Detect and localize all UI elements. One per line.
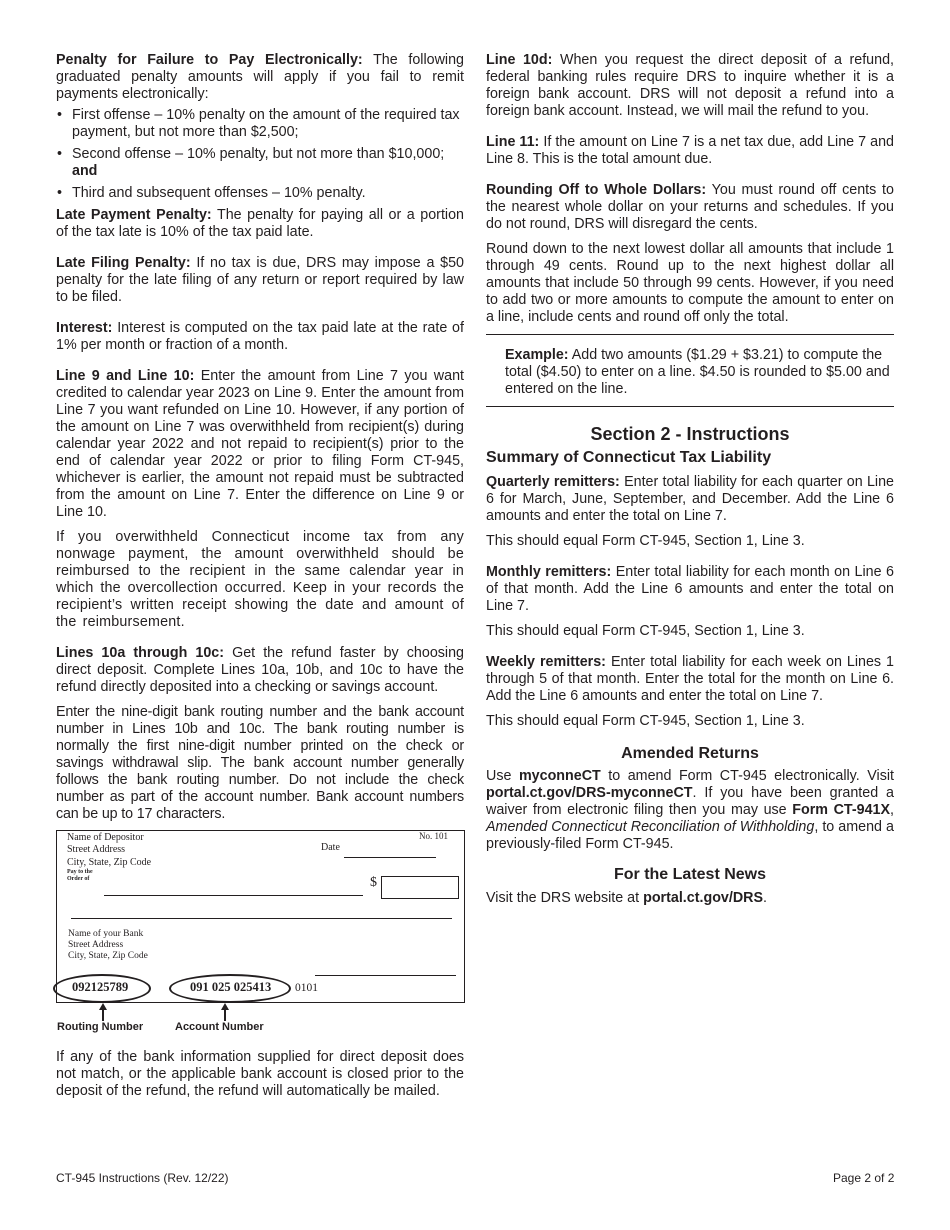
penalty-heading: Penalty for Failure to Pay Electronically: (56, 52, 363, 68)
late-filing-paragraph: Late Filing Penalty: If no tax is due, DRS may impose a $50 penalty for the late filing of any return or report required by law to be filed. (56, 255, 465, 305)
line11-paragraph: Line 11: If the amount on Line 7 is a net tax due, add Line 7 and Line 8. This is the total amount due. (486, 134, 894, 167)
rounding-paragraph: Rounding Off to Whole Dollars: You must round off cents to the nearest whole dollar on your returns and schedules. If you do not round, DRS will disregard the cents. (486, 182, 894, 232)
pay-to-label: Pay to the (67, 869, 93, 875)
monthly-paragraph: Monthly remitters: Enter total liability for each month on Line 6 of that month. Add the Line 6 amounts and enter the total on Line 7. (486, 564, 894, 614)
overwithheld-paragraph: If you overwithheld Connecticut income tax from any nonwage payment, the amount overwithheld should be reimbursed to the recipient in the same calendar year in which the overcollection occurred. Keep in your records the recipient’s written receipt showing the date and amount of the reimbursement. (56, 529, 464, 630)
routing-number: 092125789 (72, 980, 129, 994)
left-column (56, 52, 464, 1100)
summary-title: Summary of Connecticut Tax Liability (486, 449, 772, 466)
depositor-street: Street Address (67, 844, 126, 855)
account-number-label: Account Number (175, 1021, 264, 1033)
bank-name: Name of your Bank (68, 929, 144, 939)
sample-check (56, 830, 465, 1003)
footer-form-label: CT-945 Instructions (Rev. 12/22) (56, 1171, 229, 1185)
list-item: • Third and subsequent offenses – 10% penalty. (57, 185, 366, 201)
account-arrow-icon (220, 1003, 230, 1021)
order-of-label: Order of (67, 876, 90, 882)
check-number-label: No. 101 (419, 831, 448, 841)
drs-portal-link[interactable]: portal.ct.gov/DRS (643, 890, 764, 906)
line9-paragraph: Line 9 and Line 10: Enter the amount from Line 7 you want credited to calendar year 2023 on Line 9. Enter the amount from Line 7 you want refunded on Line 10. However, if any portion of the amount on Line 7 was overwithheld from recipient(s) during calendar year 2022 and not repaid to recipient(s) prior to the end of calendar year 2022 or prior to filing Form CT-945, whichever is earlier, the amount not repaid must be subtracted from the amount on Line 7. Enter the difference on Line 9 or Line 10. (56, 368, 464, 520)
bank-city: City, State, Zip Code (68, 951, 148, 961)
depositor-name: Name of Depositor (67, 832, 144, 843)
bank-street: Street Address (68, 940, 124, 950)
news-paragraph: Visit the DRS website at portal.ct.gov/DRS. (486, 890, 768, 906)
account-number: 091 025 025413 (190, 980, 272, 994)
routing-paragraph: Enter the nine-digit bank routing number and the bank account number in Lines 10b and 10c. The bank routing number is normally the first nine-digit number printed on the check or savings withdrawal slip. The bank account number generally follows the bank routing number. Do not include the check number as part of the account number. Bank account numbers can be up to 17 characters. (56, 704, 464, 822)
example-box (486, 334, 894, 407)
news-title: For the Latest News (613, 866, 767, 883)
quarterly-paragraph: Quarterly remitters: Enter total liability for each quarter on Line 6 for March, June, September, and December. Add the Line 6 amounts and enter the total on Line 7. (486, 474, 894, 524)
mailed-paragraph: If any of the bank information supplied for direct deposit does not match, or the applicable bank account is closed prior to the deposit of the refund, the refund will automatically be mailed. (56, 1049, 464, 1099)
date-line (344, 857, 436, 858)
payee-line (104, 895, 363, 896)
list-item: • First offense – 10% penalty on the amount of the required tax payment, but not more than $2,500; (57, 107, 460, 140)
routing-arrow-icon (98, 1003, 108, 1021)
myconnect-portal-link[interactable]: portal.ct.gov/DRS-myconneCT (486, 785, 693, 801)
micr-check-number: 0101 (295, 982, 318, 994)
amended-paragraph: Use myconneCT to amend Form CT-945 electronically. Visit portal.ct.gov/DRS-myconneCT. If you have been granted a waiver from electronic filing then you may use Form CT-941X, Amended Connecticut Reconciliation of Withholding, to amend a previously-filed Form CT-945. (486, 768, 894, 852)
amount-box (381, 876, 459, 899)
equal-text-1: This should equal Form CT-945, Section 1, Line 3. (486, 533, 805, 549)
penalty-list (56, 107, 464, 202)
penalty-paragraph (56, 52, 464, 103)
late-payment-paragraph: Late Payment Penalty: The penalty for paying all or a portion of the tax late is 10% of the tax paid late. (56, 207, 464, 240)
myconnect-link[interactable]: myconneCT (518, 768, 601, 784)
equal-text-2: This should equal Form CT-945, Section 1, Line 3. (486, 623, 805, 639)
interest-paragraph: Interest: Interest is computed on the tax paid late at the rate of 1% per month or fraction of a month. (56, 320, 464, 353)
lines10a-paragraph: Lines 10a through 10c: Get the refund faster by choosing direct deposit. Complete Lines 10a, 10b, and 10c to have the refund directly deposited into a checking or savings account. (56, 645, 464, 695)
dollar-sign: $ (370, 875, 377, 890)
weekly-paragraph: Weekly remitters: Enter total liability for each week on Lines 1 through 5 of that month. Enter the total for the month on Line 6. Add the Line 6 amounts and enter the total on Line 7. (486, 654, 894, 704)
date-label: Date (321, 842, 340, 853)
right-column (486, 52, 894, 907)
amended-title: Amended Returns (621, 745, 759, 762)
bullet-and: and (72, 163, 98, 179)
section2-title: Section 2 - Instructions (590, 424, 790, 444)
depositor-city: City, State, Zip Code (67, 857, 152, 868)
routing-number-label: Routing Number (57, 1021, 144, 1033)
round-down-paragraph: Round down to the next lowest dollar all amounts that include 1 through 49 cents. Round up to the next highest dollar all amounts that include 50 through 99 cents. However, if you need to add two or more amounts to compute the amount to enter on a line, include cents and round off only the total. (486, 241, 894, 325)
penalty-text: The following graduated penalty amounts will apply if you fail to remit payments electronically: (56, 52, 464, 102)
signature-line (315, 975, 456, 976)
list-item: • Second offense – 10% penalty, but not more than $10,000; and (57, 146, 445, 179)
check-labels (56, 1003, 464, 1035)
line10d-paragraph: Line 10d: When you request the direct deposit of a refund, federal banking rules require DRS to inquire whether it is a foreign bank account. DRS will not deposit a refund into a foreign bank account. Instead, we will mail the refund to you. (486, 52, 895, 119)
equal-text-3: This should equal Form CT-945, Section 1, Line 3. (486, 713, 805, 729)
footer-page-label: Page 2 of 2 (833, 1171, 895, 1185)
amount-words-line (71, 918, 452, 919)
example-paragraph: Example: Add two amounts ($1.29 + $3.21) to compute the total ($4.50) to enter on a line. $4.50 is rounded to $5.00 and entered on the line. (505, 347, 890, 397)
